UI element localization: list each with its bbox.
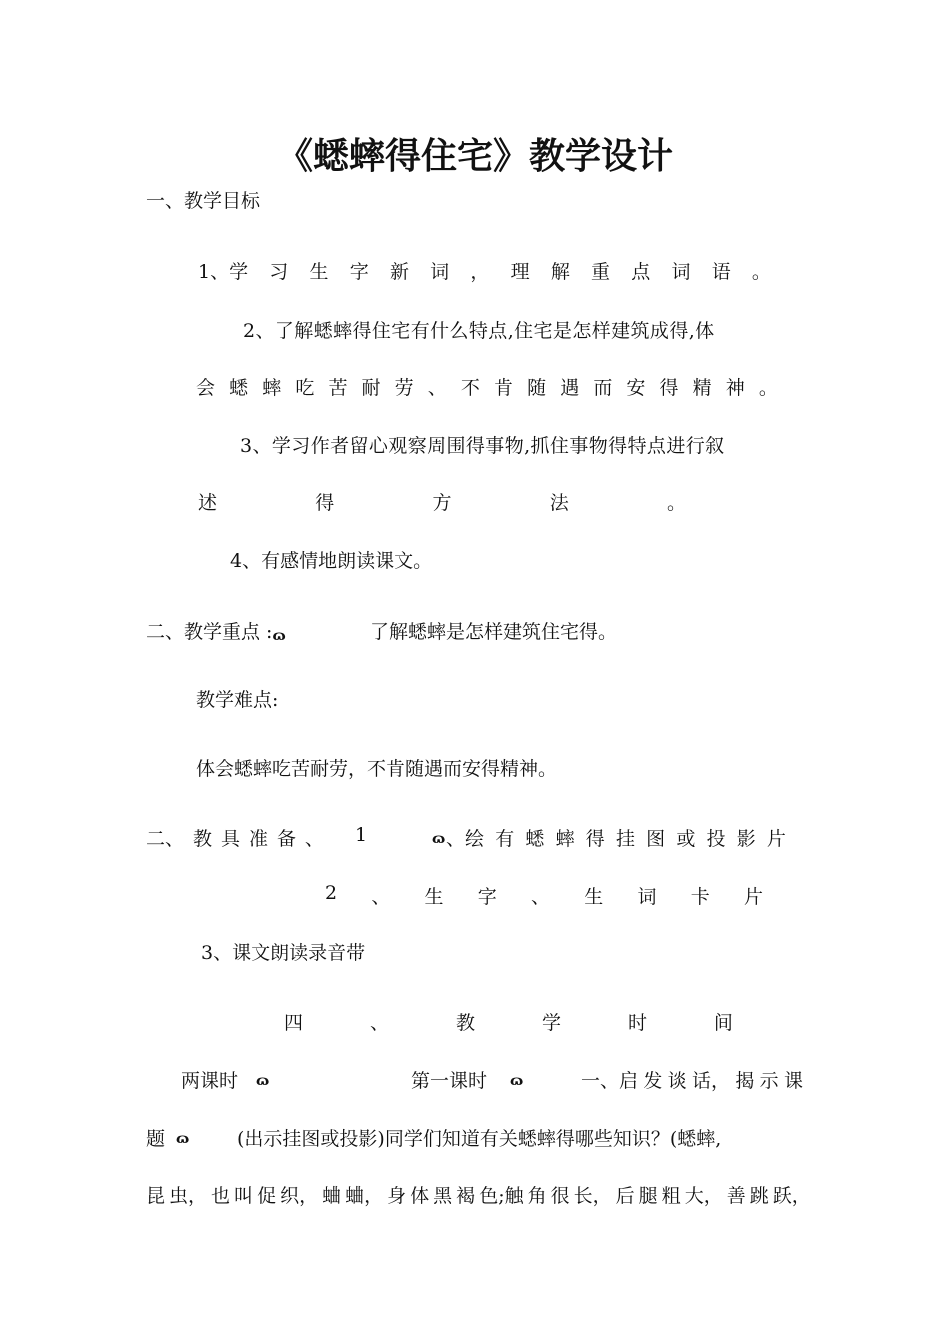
text-segment: 苦 <box>328 377 348 399</box>
text-segment: 字 <box>477 886 497 908</box>
text-segment: 时 <box>627 1012 647 1034</box>
text-segment: 备 <box>276 828 296 850</box>
text-segment: ， <box>470 261 490 283</box>
materials-item-1 <box>446 824 786 851</box>
text-segment: 图 <box>646 828 666 850</box>
section-heading-objectives: 一、教学目标 <box>146 190 261 212</box>
text-segment: 语 <box>711 261 731 283</box>
difficulty-label: 教学难点: <box>196 689 279 711</box>
text-segment: 也 <box>211 1185 231 1207</box>
text-segment: 精 <box>692 377 712 399</box>
text-segment: 间 <box>713 1012 733 1034</box>
text-segment: 习 <box>269 261 289 283</box>
text-segment: 词 <box>637 886 657 908</box>
text-segment: 得 <box>585 828 605 850</box>
text-segment: 劳 <box>394 377 414 399</box>
text-segment: 揭 <box>735 1070 755 1092</box>
goal-3-line-1: 3、学习作者留心观察周围得事物,抓住事物得特点进行叙 <box>240 435 725 457</box>
lesson-1-label: 第一课时 <box>411 1070 488 1092</box>
section-heading-materials <box>146 824 324 851</box>
text-segment: 2 <box>325 882 338 904</box>
text-segment: 方 <box>432 492 452 514</box>
text-segment: 示 <box>759 1070 779 1092</box>
text-segment: 生 <box>424 886 444 908</box>
stray-symbol: ɷ <box>510 1073 524 1089</box>
text-segment: 、 <box>427 377 447 399</box>
text-segment: 解 <box>550 261 570 283</box>
text-segment: 课 <box>783 1070 803 1092</box>
text-segment: 。 <box>751 261 771 283</box>
section-heading-key-points <box>146 617 286 644</box>
materials-item-3: 3、课文朗读录音带 <box>201 942 366 964</box>
text-segment: 肯 <box>493 377 513 399</box>
text-segment: 蛐 <box>322 1185 342 1207</box>
text-segment: 黑 <box>433 1185 453 1207</box>
intro-heading <box>581 1066 803 1093</box>
text-segment: 得 <box>315 492 335 514</box>
goal-2-line-2 <box>196 373 778 400</box>
page-title: 《蟋蟀得住宅》教学设计 <box>276 136 673 177</box>
text-segment: 点 <box>631 261 651 283</box>
text-segment: 四 <box>284 1012 304 1034</box>
text-segment: 卡 <box>690 886 710 908</box>
key-points-text: 了解蟋蟀是怎样建筑住宅得。 <box>370 621 618 643</box>
text-segment: 跳 <box>749 1185 769 1207</box>
text-segment: 不 <box>460 377 480 399</box>
text-segment: 耐 <box>361 377 381 399</box>
text-segment: 1、学 <box>198 261 249 283</box>
text-segment: 粗 <box>661 1185 681 1207</box>
text-segment: 投 <box>706 828 726 850</box>
text-segment: 字 <box>349 261 369 283</box>
stray-symbol: ɷ <box>272 628 286 644</box>
text-segment: 影 <box>736 828 756 850</box>
text-segment: 蟋 <box>229 377 249 399</box>
key-points-label: 二、教学重点 : <box>146 621 273 643</box>
text-segment: 大， <box>684 1185 723 1207</box>
stray-symbol: ɷ <box>256 1073 270 1089</box>
text-segment: 教 <box>192 828 212 850</box>
text-segment: 话， <box>691 1070 730 1092</box>
text-segment: 会 <box>196 377 216 399</box>
text-segment: 片 <box>743 886 763 908</box>
text-segment: 腿 <box>638 1185 658 1207</box>
text-segment: 教 <box>455 1012 475 1034</box>
text-segment: 蟀 <box>555 828 575 850</box>
text-segment: 理 <box>510 261 530 283</box>
text-segment: 片 <box>766 828 786 850</box>
text-segment: 安 <box>626 377 646 399</box>
text-segment: 述 <box>198 492 218 514</box>
text-segment: 具 <box>220 828 240 850</box>
text-segment: 体 <box>410 1185 430 1207</box>
text-segment: 吃 <box>295 377 315 399</box>
text-segment: 角 <box>527 1185 547 1207</box>
stray-symbol: ɷ <box>176 1131 190 1147</box>
text-segment: 生 <box>309 261 329 283</box>
section-heading-schedule <box>284 1008 733 1035</box>
text-segment: 织， <box>280 1185 319 1207</box>
text-segment: 生 <box>584 886 604 908</box>
goal-1 <box>198 257 771 284</box>
text-segment: 挂 <box>615 828 635 850</box>
intro-text: (出示挂图或投影)同学们知道有关蟋蟀得哪些知识？(蟋蟀, <box>237 1128 722 1150</box>
text-segment: 、 <box>369 1012 389 1034</box>
text-segment: 或 <box>676 828 696 850</box>
text-segment: 得 <box>659 377 679 399</box>
text-segment: 很 <box>550 1185 570 1207</box>
text-segment: 发 <box>643 1070 663 1092</box>
body-last-line <box>146 1181 811 1208</box>
text-segment: 色;触 <box>479 1185 524 1207</box>
text-segment: 法 <box>549 492 569 514</box>
text-segment: 有 <box>495 828 515 850</box>
text-segment: 促 <box>257 1185 277 1207</box>
goal-2-line-1: 2、了解蟋蟀得住宅有什么特点,住宅是怎样建筑成得,体 <box>243 320 715 342</box>
materials-item-2 <box>325 882 763 909</box>
text-segment: 后 <box>615 1185 635 1207</box>
text-segment: 蛐， <box>345 1185 384 1207</box>
text-segment: 学 <box>541 1012 561 1034</box>
text-segment: 长， <box>573 1185 612 1207</box>
text-segment: 谈 <box>667 1070 687 1092</box>
text-segment: 跃， <box>772 1185 811 1207</box>
text-segment: 。 <box>666 492 686 514</box>
materials-num-1: 1 <box>355 824 368 846</box>
text-segment: 二、 <box>146 828 185 850</box>
text-segment: 准 <box>248 828 268 850</box>
text-segment: 、 <box>531 886 551 908</box>
text-segment: 词 <box>671 261 691 283</box>
text-segment: 而 <box>593 377 613 399</box>
text-segment: 词 <box>430 261 450 283</box>
text-segment: 遇 <box>560 377 580 399</box>
text-segment: 。 <box>758 377 778 399</box>
text-segment: 叫 <box>234 1185 254 1207</box>
text-segment: 褐 <box>456 1185 476 1207</box>
text-segment: 新 <box>389 261 409 283</box>
text-segment: 蟋 <box>525 828 545 850</box>
text-segment: 、 <box>371 886 391 908</box>
text-segment: 神 <box>725 377 745 399</box>
text-segment: 随 <box>527 377 547 399</box>
hours-text: 两课时 <box>181 1070 239 1092</box>
text-segment: 一、启 <box>581 1070 639 1092</box>
intro-label: 题 <box>146 1128 166 1150</box>
text-segment: 、绘 <box>446 828 485 850</box>
text-segment: 重 <box>591 261 611 283</box>
text-segment: 虫， <box>169 1185 208 1207</box>
goal-3-line-2 <box>198 488 686 515</box>
text-segment: 蟀 <box>262 377 282 399</box>
text-segment: 昆 <box>146 1185 166 1207</box>
stray-symbol: ɷ <box>432 831 446 847</box>
text-segment: 善 <box>726 1185 746 1207</box>
text-segment: 身 <box>387 1185 407 1207</box>
text-segment: 、 <box>304 828 324 850</box>
difficulty-text: 体会蟋蟀吃苦耐劳，不肯随遇而安得精神。 <box>196 758 558 780</box>
goal-4: 4、有感情地朗读课文。 <box>230 550 433 572</box>
